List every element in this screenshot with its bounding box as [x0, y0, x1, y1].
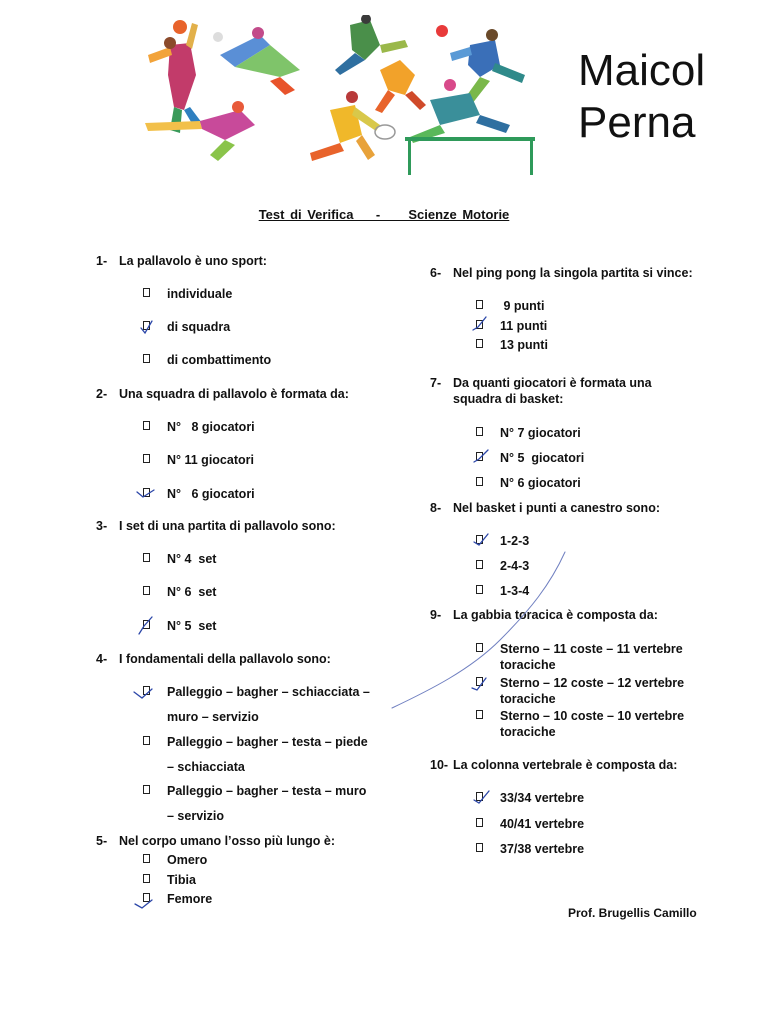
student-name: [578, 45, 705, 149]
checkbox[interactable]: [143, 736, 150, 745]
checkbox[interactable]: [476, 320, 483, 329]
checkbox[interactable]: [143, 874, 150, 883]
question-number: 4-: [96, 652, 108, 666]
question-text: [453, 375, 652, 407]
question-number: 6-: [430, 266, 442, 280]
question-text: La colonna vertebrale è composta da:: [453, 758, 678, 772]
question-number: 3-: [96, 519, 108, 533]
checkbox[interactable]: [143, 488, 150, 497]
question-text: Una squadra di pallavolo è formata da:: [119, 387, 349, 401]
checkbox[interactable]: [143, 893, 150, 902]
question-7: [430, 375, 750, 409]
checkbox[interactable]: [476, 535, 483, 544]
question-text-line2: squadra di basket:: [453, 392, 564, 406]
checkbox[interactable]: [476, 560, 483, 569]
checkbox[interactable]: [143, 553, 150, 562]
question-text: I fondamentali della pallavolo sono:: [119, 652, 331, 666]
question-text: I set di una partita di pallavolo sono:: [119, 519, 336, 533]
checkbox[interactable]: [476, 585, 483, 594]
question-text-line1: Da quanti giocatori è formata una: [453, 376, 652, 390]
student-name-line1: Maicol: [578, 46, 706, 95]
question-text: La pallavolo è uno sport:: [119, 254, 267, 268]
question-text: La gabbia toracica è composta da:: [453, 608, 658, 622]
question-text: Nel corpo umano l’osso più lungo è:: [119, 834, 335, 848]
question-text: Nel basket i punti a canestro sono:: [453, 501, 660, 515]
hurdler-figure: [405, 79, 535, 175]
checkbox[interactable]: [143, 421, 150, 430]
checkbox[interactable]: [476, 427, 483, 436]
checkbox[interactable]: [476, 477, 483, 486]
checkbox[interactable]: [476, 818, 483, 827]
checkbox[interactable]: [476, 643, 483, 652]
question-number: 8-: [430, 501, 442, 515]
checkbox[interactable]: [143, 785, 150, 794]
checkbox[interactable]: [143, 288, 150, 297]
checkbox[interactable]: [476, 452, 483, 461]
checkbox[interactable]: [476, 710, 483, 719]
sports-banner-illustration: [130, 15, 560, 180]
checkbox[interactable]: [143, 454, 150, 463]
question-text: Nel ping pong la singola partita si vince:: [453, 266, 693, 280]
checkbox[interactable]: [143, 620, 150, 629]
checkbox[interactable]: [476, 792, 483, 801]
soccer-player-figure: [436, 25, 525, 109]
student-name-line2: Perna: [578, 98, 696, 147]
checkbox[interactable]: [143, 586, 150, 595]
checkbox[interactable]: [143, 354, 150, 363]
checkbox[interactable]: [476, 677, 483, 686]
checkbox[interactable]: [476, 843, 483, 852]
checkbox[interactable]: [143, 321, 150, 330]
checkbox[interactable]: [143, 854, 150, 863]
question-number: 9-: [430, 608, 442, 622]
checkbox[interactable]: [476, 339, 483, 348]
question-number: 7-: [430, 376, 442, 390]
question-number: 1-: [96, 254, 108, 268]
question-number: 2-: [96, 387, 108, 401]
gymnast-figure: [145, 101, 255, 161]
test-title: Test di Verifica - Scienze Motorie: [258, 207, 510, 222]
question-number: 5-: [96, 834, 108, 848]
question-number: 10-: [430, 758, 449, 772]
checkbox[interactable]: [476, 300, 483, 309]
basketball-player-figure: [148, 20, 202, 133]
checkbox[interactable]: [143, 686, 150, 695]
teacher-signature-line: Prof. Brugellis Camillo: [568, 906, 697, 920]
volleyball-player-figure: [213, 27, 300, 95]
